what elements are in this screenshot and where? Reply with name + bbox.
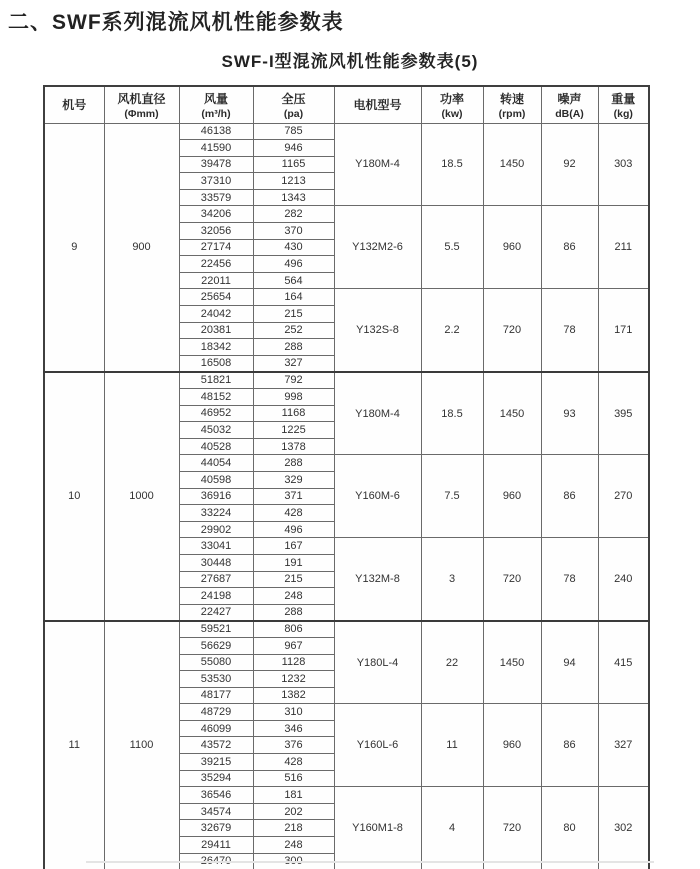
airflow-cell: 36916 [179,488,253,505]
pressure-cell: 430 [253,239,334,256]
rpm-cell: 720 [483,289,541,372]
column-header-label: 风机直径 [117,91,166,106]
weight-cell: 303 [598,123,649,206]
column-header [104,86,179,123]
airflow-cell: 22427 [179,604,253,621]
rpm-cell: 1450 [483,123,541,206]
airflow-cell: 45032 [179,422,253,439]
pressure-cell: 1128 [253,654,334,671]
rpm-cell: 960 [483,455,541,538]
rpm-cell: 1450 [483,372,541,455]
power-cell: 11 [421,704,483,787]
pressure-cell: 1165 [253,156,334,173]
pressure-cell: 282 [253,206,334,223]
column-header-label: 机号 [62,98,87,113]
airflow-cell: 36546 [179,787,253,804]
noise-cell: 80 [541,787,598,869]
machine-no-cell: 9 [44,123,104,372]
pressure-cell: 516 [253,770,334,787]
airflow-cell: 55080 [179,654,253,671]
weight-cell: 327 [598,704,649,787]
pressure-cell: 428 [253,505,334,522]
airflow-cell: 44054 [179,455,253,472]
column-header-unit: (m³/h) [201,107,231,120]
airflow-cell: 40598 [179,471,253,488]
pressure-cell: 967 [253,637,334,654]
column-header-unit: (kg) [613,107,633,120]
column-header-unit: (pa) [283,107,304,120]
diameter-cell: 900 [104,123,179,372]
pressure-cell: 1213 [253,173,334,190]
table-row [44,621,649,638]
pressure-cell: 998 [253,389,334,406]
pressure-cell: 806 [253,621,334,638]
noise-cell: 86 [541,455,598,538]
motor-model-cell: Y132S-8 [334,289,421,372]
rpm-cell: 960 [483,704,541,787]
pressure-cell: 164 [253,289,334,306]
airflow-cell: 24042 [179,306,253,323]
pressure-cell: 218 [253,820,334,837]
pressure-cell: 376 [253,737,334,754]
weight-cell: 240 [598,538,649,621]
pressure-cell: 564 [253,272,334,289]
power-cell: 2.2 [421,289,483,372]
pressure-cell: 1168 [253,405,334,422]
table-title: SWF-I型混流风机性能参数表(5) [221,52,479,71]
airflow-cell: 16508 [179,355,253,372]
column-header [44,86,104,123]
motor-model-cell: Y132M-8 [334,538,421,621]
pressure-cell: 792 [253,372,334,389]
weight-cell: 415 [598,621,649,704]
pressure-cell: 248 [253,837,334,854]
weight-cell: 171 [598,289,649,372]
column-header [541,86,598,123]
pressure-cell: 288 [253,455,334,472]
power-cell: 7.5 [421,455,483,538]
column-header [598,86,649,123]
column-header-unit: (kw) [441,107,463,120]
pressure-cell: 428 [253,754,334,771]
pressure-cell: 346 [253,720,334,737]
column-header-label: 全压 [281,91,306,106]
motor-model-cell: Y180M-4 [334,123,421,206]
pressure-cell: 202 [253,803,334,820]
airflow-cell: 33041 [179,538,253,555]
power-cell: 5.5 [421,206,483,289]
airflow-cell: 34574 [179,803,253,820]
airflow-cell: 30448 [179,554,253,571]
pressure-cell: 1232 [253,671,334,688]
airflow-cell: 59521 [179,621,253,638]
airflow-cell: 48177 [179,687,253,704]
pressure-cell: 215 [253,571,334,588]
airflow-cell: 22456 [179,256,253,273]
airflow-cell: 24198 [179,588,253,605]
airflow-cell: 39215 [179,754,253,771]
airflow-cell: 56629 [179,637,253,654]
column-header [179,86,253,123]
pressure-cell: 1225 [253,422,334,439]
scan-artifact-line [86,861,654,863]
motor-model-cell: Y160L-6 [334,704,421,787]
airflow-cell: 40528 [179,438,253,455]
airflow-cell: 39478 [179,156,253,173]
power-cell: 22 [421,621,483,704]
pressure-cell: 329 [253,471,334,488]
table-body [44,123,649,869]
pressure-cell: 1343 [253,189,334,206]
pressure-cell: 496 [253,521,334,538]
airflow-cell: 18342 [179,339,253,356]
column-header [253,86,334,123]
pressure-cell: 288 [253,604,334,621]
pressure-cell: 371 [253,488,334,505]
airflow-cell: 48152 [179,389,253,406]
pressure-cell: 327 [253,355,334,372]
pressure-cell: 1382 [253,687,334,704]
pressure-cell: 310 [253,704,334,721]
airflow-cell: 32679 [179,820,253,837]
motor-model-cell: Y132M2-6 [334,206,421,289]
airflow-cell: 20381 [179,322,253,339]
airflow-cell: 46952 [179,405,253,422]
table-header-row [44,86,649,123]
motor-model-cell: Y180M-4 [334,372,421,455]
fan-parameters-table [43,85,650,869]
pressure-cell: 248 [253,588,334,605]
motor-model-cell: Y160M-6 [334,455,421,538]
pressure-cell: 1378 [253,438,334,455]
diameter-cell: 1100 [104,621,179,869]
machine-no-cell: 11 [44,621,104,869]
airflow-cell: 27174 [179,239,253,256]
column-header-label: 重量 [611,91,636,106]
machine-no-cell: 10 [44,372,104,621]
airflow-cell: 43572 [179,737,253,754]
noise-cell: 86 [541,206,598,289]
noise-cell: 94 [541,621,598,704]
noise-cell: 92 [541,123,598,206]
motor-model-cell: Y180L-4 [334,621,421,704]
column-header-label: 电机型号 [353,98,402,113]
pressure-cell: 252 [253,322,334,339]
power-cell: 18.5 [421,123,483,206]
pressure-cell: 288 [253,339,334,356]
airflow-cell: 33224 [179,505,253,522]
airflow-cell: 33579 [179,189,253,206]
rpm-cell: 1450 [483,621,541,704]
weight-cell: 395 [598,372,649,455]
airflow-cell: 35294 [179,770,253,787]
noise-cell: 78 [541,538,598,621]
noise-cell: 86 [541,704,598,787]
weight-cell: 302 [598,787,649,869]
airflow-cell: 46138 [179,123,253,140]
column-header-unit: (rpm) [498,107,526,120]
noise-cell: 78 [541,289,598,372]
airflow-cell: 32056 [179,223,253,240]
airflow-cell: 27687 [179,571,253,588]
diameter-cell: 1000 [104,372,179,621]
table-row [44,123,649,140]
column-header [334,86,421,123]
pressure-cell: 167 [253,538,334,555]
rpm-cell: 960 [483,206,541,289]
airflow-cell: 34206 [179,206,253,223]
airflow-cell: 48729 [179,704,253,721]
column-header-label: 噪声 [557,91,582,106]
airflow-cell: 25654 [179,289,253,306]
pressure-cell: 946 [253,140,334,157]
airflow-cell: 29411 [179,837,253,854]
column-header-unit: (Φmm) [124,107,159,120]
power-cell: 18.5 [421,372,483,455]
noise-cell: 93 [541,372,598,455]
airflow-cell: 37310 [179,173,253,190]
column-header-label: 功率 [439,91,464,106]
pressure-cell: 370 [253,223,334,240]
power-cell: 3 [421,538,483,621]
column-header-label: 风量 [203,91,228,106]
pressure-cell: 785 [253,123,334,140]
table-row [44,372,649,389]
column-header-label: 转速 [499,91,524,106]
airflow-cell: 51821 [179,372,253,389]
table-head [44,86,649,123]
rpm-cell: 720 [483,538,541,621]
power-cell: 4 [421,787,483,869]
column-header [483,86,541,123]
motor-model-cell: Y160M1-8 [334,787,421,869]
weight-cell: 270 [598,455,649,538]
column-header-unit: dB(A) [555,107,584,120]
airflow-cell: 46099 [179,720,253,737]
pressure-cell: 496 [253,256,334,273]
airflow-cell: 53530 [179,671,253,688]
page-title: 二、SWF系列混流风机性能参数表 [8,11,344,34]
airflow-cell: 22011 [179,272,253,289]
airflow-cell: 29902 [179,521,253,538]
airflow-cell: 41590 [179,140,253,157]
pressure-cell: 181 [253,787,334,804]
weight-cell: 211 [598,206,649,289]
rpm-cell: 720 [483,787,541,869]
pressure-cell: 191 [253,554,334,571]
column-header [421,86,483,123]
pressure-cell: 215 [253,306,334,323]
